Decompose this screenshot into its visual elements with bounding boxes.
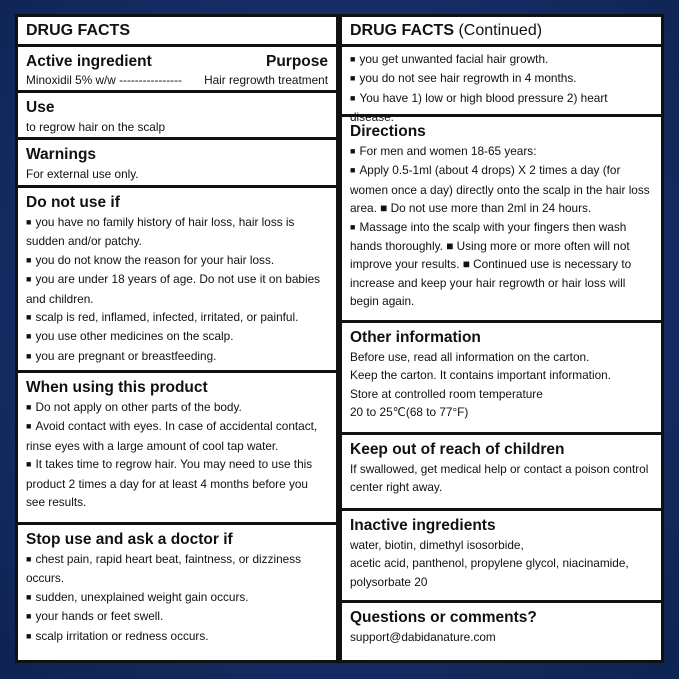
active-ingredient-section xyxy=(18,47,336,93)
text-line: Keep the carton. It contains important information. xyxy=(350,368,611,383)
use-text: to regrow hair on the scalp xyxy=(26,120,166,134)
warnings-text: For external use only. xyxy=(26,167,139,181)
warnings-title: Warnings xyxy=(26,146,97,163)
list-item: ■ You have 1) low or high blood pressure 2) heart disease. xyxy=(350,89,653,127)
keep-out-of-reach-section xyxy=(342,435,661,511)
drug-facts-header xyxy=(18,17,336,47)
list-item: ■ sudden, unexplained weight gain occurs. xyxy=(26,588,328,607)
purpose-title: Purpose xyxy=(265,53,328,70)
do-not-use-title: Do not use if xyxy=(26,194,120,211)
stop-use-section xyxy=(18,525,336,650)
drug-facts-left-panel xyxy=(15,14,339,663)
list-item: ■ Massage into the scalp with your fingers then wash hands thoroughly. ■ Using more or more often will not improve your results. ■ Continued use is necessary to increase and keep your hair regrowth or hair loss will begin again. xyxy=(350,218,653,311)
list-item: ■ you have no family history of hair loss, hair loss is sudden and/or patchy. xyxy=(26,213,328,251)
list-item: ■ scalp is red, inflamed, infected, irritated, or painful. xyxy=(26,308,328,327)
text-line: Store at controlled room temperature xyxy=(350,386,543,401)
list-item: ■ Apply 0.5-1ml (about 4 drops) X 2 times a day (for women once a day) directly onto the scalp in the hair loss area. ■ Do not use more than 2ml in 24 hours. xyxy=(350,161,653,217)
continued-label: (Continued) xyxy=(458,22,543,39)
list-item: ■ scalp irritation or redness occurs. xyxy=(26,627,328,646)
list-item: ■ you do not see hair regrowth in 4 months. xyxy=(350,69,653,88)
questions-title: Questions or comments? xyxy=(350,609,537,626)
list-item: ■ For men and women 18-65 years: xyxy=(350,142,653,161)
do-not-use-section xyxy=(18,188,336,373)
drug-facts-continued-header xyxy=(342,17,661,47)
list-item: ■ you are pregnant or breastfeeding. xyxy=(26,347,328,366)
drug-facts-right-panel xyxy=(339,14,664,663)
keep-out-of-reach-title: Keep out of reach of children xyxy=(350,441,565,458)
stop-use-title: Stop use and ask a doctor if xyxy=(26,531,233,548)
text-line: 20 to 25℃(68 to 77°F) xyxy=(350,405,469,420)
drug-facts-continued-title xyxy=(350,20,653,42)
list-item: ■ you are under 18 years of age. Do not use it on babies and children. xyxy=(26,270,328,308)
list-item: ■ Avoid contact with eyes. In case of accidental contact, rinse eyes with a large amount of cool tap water. xyxy=(26,417,328,455)
list-item: ■ It takes time to regrow hair. You may need to use this product 2 times a day for at least 4 months before you see results. xyxy=(26,455,328,511)
directions-title: Directions xyxy=(350,123,426,140)
inactive-ingredients-title: Inactive ingredients xyxy=(350,517,496,534)
directions-section xyxy=(342,117,661,323)
list-item: ■ you get unwanted facial hair growth. xyxy=(350,50,653,69)
active-ingredient-name: Minoxidil 5% w/w ---------------- xyxy=(26,73,182,87)
list-item: ■ chest pain, rapid heart beat, faintness, or dizziness occurs. xyxy=(26,550,328,588)
inactive-ingredients-section xyxy=(342,511,661,603)
list-item: ■ Do not apply on other parts of the body. xyxy=(26,398,328,417)
list-item: ■ your hands or feet swell. xyxy=(26,607,328,626)
drug-facts-title: DRUG FACTS xyxy=(350,22,454,39)
text-line: water, biotin, dimethyl isosorbide, xyxy=(350,538,524,552)
contact-email: support@dabidanature.com xyxy=(350,630,496,644)
continued-stop-use-section xyxy=(342,47,661,125)
other-information-title: Other information xyxy=(350,329,481,346)
list-item: ■ you use other medicines on the scalp. xyxy=(26,327,328,346)
list-item: ■ you do not know the reason for your hair loss. xyxy=(26,251,328,270)
use-section xyxy=(18,93,336,140)
when-using-section xyxy=(18,373,336,525)
text-line: Before use, read all information on the carton. xyxy=(350,350,590,364)
when-using-title: When using this product xyxy=(26,379,208,396)
use-title: Use xyxy=(26,99,55,116)
text-line: acetic acid, panthenol, propylene glycol, niacinamide, xyxy=(350,556,629,571)
text-line: polysorbate 20 xyxy=(350,574,428,589)
active-ingredient-purpose: Hair regrowth treatment xyxy=(204,73,328,87)
other-information-section xyxy=(342,323,661,435)
questions-section xyxy=(342,603,661,650)
warnings-section xyxy=(18,140,336,188)
keep-out-of-reach-text: If swallowed, get medical help or contact a poison control center right away. xyxy=(350,462,649,495)
active-ingredient-title: Active ingredient xyxy=(26,53,152,70)
drug-facts-title: DRUG FACTS xyxy=(26,22,130,39)
